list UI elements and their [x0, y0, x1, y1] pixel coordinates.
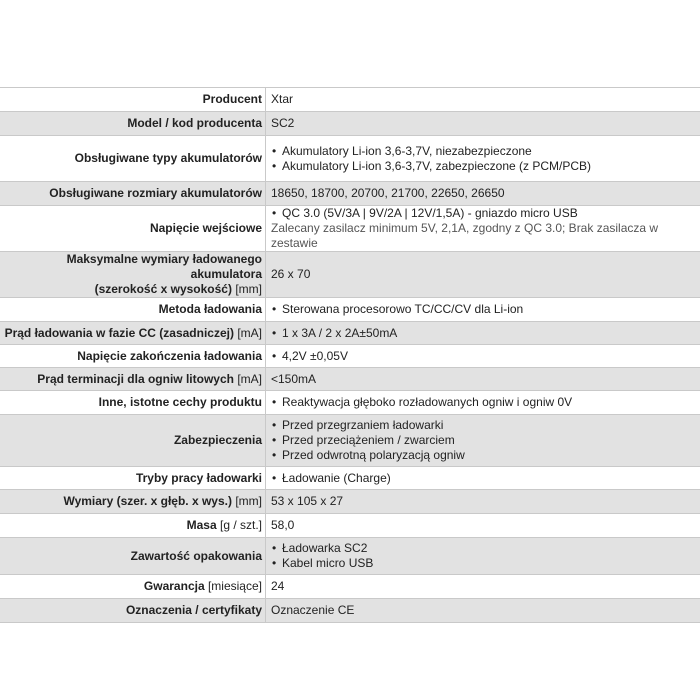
spec-bullet-list	[271, 326, 700, 341]
spec-value	[266, 112, 700, 136]
spec-bullet-item: • Przed przeciążeniem / zwarciem	[271, 433, 700, 448]
spec-row	[0, 575, 700, 599]
spec-label	[0, 490, 266, 514]
spec-value	[266, 467, 700, 490]
spec-label	[0, 599, 266, 623]
spec-value-text: 26 x 70	[271, 267, 311, 281]
spec-row	[0, 599, 700, 623]
spec-label-text: Masa	[186, 518, 217, 532]
spec-value	[266, 88, 700, 112]
spec-label	[0, 112, 266, 136]
spec-bullet-item: • Akumulatory Li-ion 3,6-3,7V, niezabezpieczone	[271, 144, 700, 159]
spec-value-text: Xtar	[271, 92, 294, 106]
spec-label-text: Model / kod producenta	[127, 116, 262, 130]
spec-row	[0, 136, 700, 182]
spec-row	[0, 88, 700, 112]
spec-row	[0, 415, 700, 467]
spec-label	[0, 88, 266, 112]
spec-value-text: 24	[271, 579, 285, 593]
spec-bullet-list	[271, 302, 700, 317]
spec-bullet-list	[271, 541, 700, 571]
spec-value-text: <150mA	[271, 371, 317, 386]
spec-bullet-item: • 1 x 3A / 2 x 2A±50mA	[271, 326, 700, 341]
spec-label	[0, 467, 266, 490]
spec-row	[0, 298, 700, 322]
spec-label	[0, 368, 266, 391]
spec-label	[0, 322, 266, 345]
spec-value-text: 58,0	[271, 518, 295, 532]
spec-row	[0, 206, 700, 252]
spec-label	[0, 252, 266, 298]
spec-bullet-list	[271, 206, 700, 221]
spec-value	[266, 252, 700, 298]
spec-row	[0, 514, 700, 538]
spec-table-body	[0, 88, 700, 623]
spec-row	[0, 490, 700, 514]
spec-label-text: Maksymalne wymiary ładowanego akumulatora	[66, 252, 262, 281]
spec-label-text: Wymiary (szer. x głęb. x wys.)	[63, 494, 232, 508]
spec-unit: [miesiące]	[207, 579, 262, 593]
spec-bullet-list	[271, 395, 700, 410]
spec-label	[0, 514, 266, 538]
spec-label-text: Obsługiwane typy akumulatorów	[74, 151, 262, 165]
spec-row	[0, 368, 700, 391]
spec-value-text: SC2	[271, 116, 295, 130]
spec-row	[0, 182, 700, 206]
spec-value	[266, 575, 700, 599]
spec-bullet-item: • Ładowanie (Charge)	[271, 471, 700, 486]
spec-label	[0, 538, 266, 575]
spec-label	[0, 391, 266, 415]
spec-bullet-list	[271, 144, 700, 174]
spec-label	[0, 415, 266, 467]
spec-unit: [mA]	[237, 371, 262, 386]
spec-label	[0, 575, 266, 599]
spec-label-text: Producent	[202, 92, 262, 106]
spec-label	[0, 298, 266, 322]
spec-label	[0, 345, 266, 368]
spec-label-text: Prąd ładowania w fazie CC (zasadniczej)	[4, 325, 234, 340]
spec-bullet-item: • QC 3.0 (5V/3A | 9V/2A | 12V/1,5A) - gniazdo micro USB	[271, 206, 700, 221]
spec-label-text: Zabezpieczenia	[173, 433, 262, 447]
spec-bullet-list	[271, 349, 700, 364]
spec-note: Zalecany zasilacz minimum 5V, 2,1A, zgodny z QC 3.0; Brak zasilacza w zestawie	[271, 221, 659, 250]
spec-value	[266, 599, 700, 623]
spec-label-text: Obsługiwane rozmiary akumulatorów	[49, 186, 262, 200]
spec-value	[266, 345, 700, 368]
spec-value	[266, 538, 700, 575]
spec-label-text: Napięcie wejściowe	[149, 221, 262, 235]
spec-row	[0, 345, 700, 368]
spec-label-text: Tryby pracy ładowarki	[135, 470, 262, 485]
spec-label-text: Metoda ładowania	[158, 302, 262, 316]
spec-bullet-item: • Sterowana procesorowo TC/CC/CV dla Li-ion	[271, 302, 700, 317]
spec-table	[0, 87, 700, 623]
spec-row	[0, 538, 700, 575]
spec-value	[266, 322, 700, 345]
spec-value-text: 18650, 18700, 20700, 21700, 22650, 26650	[271, 186, 505, 200]
spec-bullet-list	[271, 418, 700, 463]
spec-bullet-item: • Akumulatory Li-ion 3,6-3,7V, zabezpieczone (z PCM/PCB)	[271, 159, 700, 174]
spec-row	[0, 391, 700, 415]
spec-bullet-item: • Przed przegrzaniem ładowarki	[271, 418, 700, 433]
spec-bullet-item: • Ładowarka SC2	[271, 541, 700, 556]
spec-value	[266, 136, 700, 182]
spec-unit: [mA]	[237, 325, 262, 340]
spec-label-text: Zawartość opakowania	[130, 548, 262, 563]
spec-label-text: Napięcie zakończenia ładowania	[77, 348, 262, 363]
spec-label-text: Gwarancja	[143, 579, 205, 593]
spec-value	[266, 368, 700, 391]
spec-row	[0, 467, 700, 490]
spec-bullet-item: • Reaktywacja głęboko rozładowanych ogniw i ogniw 0V	[271, 395, 700, 410]
spec-value	[266, 514, 700, 538]
spec-value	[266, 182, 700, 206]
spec-value	[266, 391, 700, 415]
spec-row	[0, 322, 700, 345]
spec-value-text: Oznaczenie CE	[271, 603, 355, 617]
spec-label-text: Oznaczenia / certyfikaty	[125, 603, 262, 617]
spec-value-text: 53 x 105 x 27	[271, 494, 344, 508]
spec-label	[0, 206, 266, 252]
spec-label-text: Inne, istotne cechy produktu	[98, 395, 262, 409]
spec-bullet-item: • 4,2V ±0,05V	[271, 349, 700, 364]
spec-value	[266, 415, 700, 467]
spec-unit: [g / szt.]	[219, 518, 262, 532]
spec-bullet-list	[271, 471, 700, 486]
spec-unit: [mm]	[235, 494, 262, 508]
spec-row	[0, 112, 700, 136]
spec-unit: [mm]	[235, 282, 262, 296]
spec-value	[266, 206, 700, 252]
spec-value	[266, 490, 700, 514]
spec-value	[266, 298, 700, 322]
spec-bullet-item: • Przed odwrotną polaryzacją ogniw	[271, 448, 700, 463]
spec-label-text: Prąd terminacji dla ogniw litowych	[37, 371, 234, 386]
spec-row	[0, 252, 700, 298]
spec-label	[0, 182, 266, 206]
spec-label-text-line2: (szerokość x wysokość)	[94, 282, 232, 296]
spec-label	[0, 136, 266, 182]
spec-bullet-item: • Kabel micro USB	[271, 556, 700, 571]
